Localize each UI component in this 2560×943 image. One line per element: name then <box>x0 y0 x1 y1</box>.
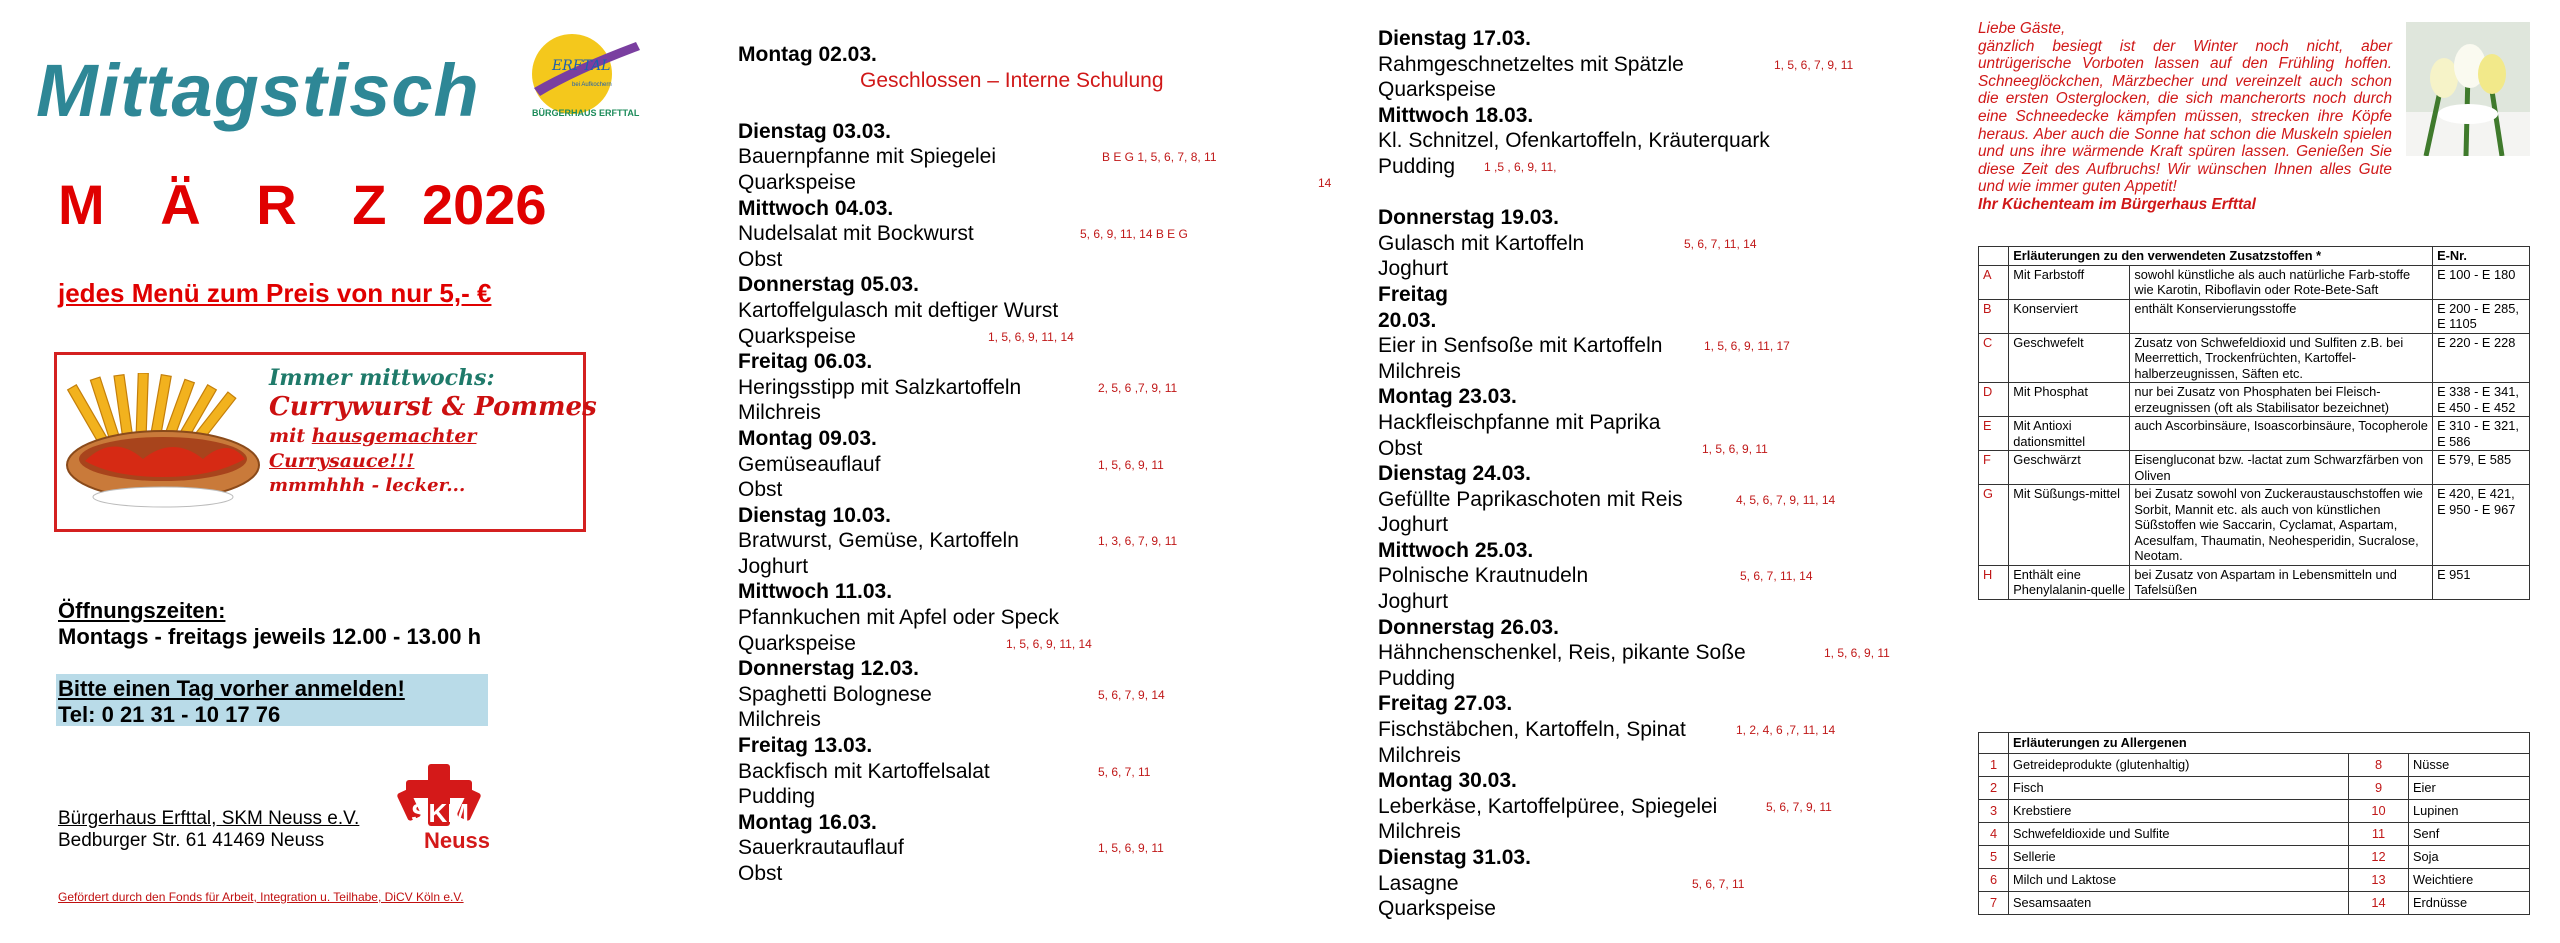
allergens-header: Erläuterungen zu Allergenen <box>2009 733 2530 754</box>
allergen-number: 8 <box>2349 754 2409 777</box>
allergen-number: 12 <box>2349 846 2409 869</box>
allergen-label: Getreideprodukte (glutenhaltig) <box>2009 754 2349 777</box>
allergen-codes: 5, 6, 7, 9, 11 <box>1766 799 1832 814</box>
logo-bottom-text: BÜRGERHAUS ERFTTAL <box>532 108 640 118</box>
additive-letter: G <box>1979 485 2009 566</box>
menu-dish <box>738 400 1338 426</box>
menu-dish-label: Pfannkuchen mit Apfel oder Speck <box>738 606 1060 630</box>
allergen-label: Senf <box>2409 823 2530 846</box>
additive-letter: A <box>1979 265 2009 299</box>
allergen-codes: 1, 2, 4, 6 ,7, 11, 14 <box>1736 723 1836 738</box>
menu-dish <box>738 375 1338 401</box>
menu-dish-label: Quarkspeise <box>738 631 856 655</box>
allergen-label: Sesamsaaten <box>2009 892 2349 915</box>
additive-name: Konserviert <box>2009 299 2130 333</box>
menu-dish <box>1378 77 1908 103</box>
additive-enr: E 200 - E 285, E 1105 <box>2433 299 2530 333</box>
additive-row <box>1979 265 2530 299</box>
registration-note: Bitte einen Tag vorher anmelden! <box>58 676 405 701</box>
menu-dish <box>1378 743 1908 769</box>
menu-dish <box>1378 563 1908 589</box>
menu-dish-label: Obst <box>738 478 783 502</box>
allergen-label: Lupinen <box>2409 800 2530 823</box>
menu-day <box>1378 205 1908 231</box>
menu-dish <box>1378 128 1908 154</box>
allergen-codes: 1, 5, 6, 7, 9, 11 <box>1774 57 1854 72</box>
additive-row <box>1979 333 2530 383</box>
menu-dish <box>1378 512 1908 538</box>
allergen-codes: 1, 5, 6, 9, 11 <box>1098 841 1164 856</box>
menu-dish-label: Milchreis <box>738 401 821 425</box>
menu-dish <box>738 759 1338 785</box>
additive-row <box>1979 485 2530 566</box>
menu-dish <box>738 554 1338 580</box>
menu-day-label: Donnerstag 12.03. <box>738 657 919 681</box>
skm-logo-text: SKM <box>411 798 469 828</box>
additive-name: Mit Süßungs-mittel <box>2009 485 2130 566</box>
menu-day-label: Donnerstag 26.03. <box>1378 615 1559 639</box>
menu-dish-label: Fischstäbchen, Kartoffeln, Spinat <box>1378 718 1686 742</box>
additives-header: Erläuterungen zu den verwendeten Zusatzstoffen * <box>2009 247 2433 266</box>
allergen-number: 7 <box>1979 892 2009 915</box>
additive-enr: E 951 <box>2433 565 2530 599</box>
menu-dish-label: Kartoffelgulasch mit deftiger Wurst <box>738 298 1059 322</box>
month-name: M Ä R Z <box>58 173 407 236</box>
allergen-codes: 4, 5, 6, 7, 9, 11, 14 <box>1736 492 1836 507</box>
price-note: jedes Menü zum Preis von nur 5,- € <box>58 278 492 308</box>
greeting-salutation: Liebe Gäste, <box>1978 20 2066 37</box>
menu-dish <box>1378 359 1908 385</box>
menu-day <box>738 810 1338 836</box>
additive-enr: E 100 - E 180 <box>2433 265 2530 299</box>
promo-tagline: mmmhhh - lecker... <box>269 475 466 496</box>
allergen-number: 14 <box>2349 892 2409 915</box>
additive-name: Mit Antioxi dationsmittel <box>2009 417 2130 451</box>
menu-dish-label: Lasagne <box>1378 871 1459 895</box>
additive-enr: E 579, E 585 <box>2433 451 2530 485</box>
menu-dish-label: Nudelsalat mit Bockwurst <box>738 222 974 246</box>
allergen-label: Sellerie <box>2009 846 2349 869</box>
menu-day <box>1378 691 1908 717</box>
menu-day <box>738 503 1338 529</box>
menu-day-label: Dienstag 24.03. <box>1378 462 1531 486</box>
menu-day <box>1378 308 1908 334</box>
menu-dish-label: Quarkspeise <box>738 170 856 194</box>
allergen-row <box>1979 846 2530 869</box>
menu-closed-note <box>738 68 1338 94</box>
menu-dish <box>1378 640 1908 666</box>
additives-header-row <box>1979 247 2530 266</box>
menu-dish <box>738 452 1338 478</box>
opening-hours-heading: Öffnungszeiten: <box>58 598 226 623</box>
menu-day <box>1378 461 1908 487</box>
menu-day <box>1378 845 1908 871</box>
allergen-number: 4 <box>1979 823 2009 846</box>
menu-dish-label: Milchreis <box>1378 743 1461 767</box>
menu-dish-label: Hackfleischpfanne mit Paprika <box>1378 410 1661 434</box>
menu-day-label: Montag 02.03. <box>738 43 877 66</box>
menu-dish-label: Heringsstipp mit Salzkartoffeln <box>738 375 1022 399</box>
menu-dish <box>1378 871 1908 897</box>
allergen-codes: B E G 1, 5, 6, 7, 8, 11 <box>1102 150 1217 165</box>
buergerhaus-logo <box>512 30 642 120</box>
menu-day-label: Donnerstag 19.03. <box>1378 206 1559 230</box>
menu-column-1 <box>738 42 1338 887</box>
menu-day-label: Freitag 06.03. <box>738 350 873 374</box>
allergen-label: Weichtiere <box>2409 869 2530 892</box>
menu-day-label: Dienstag 31.03. <box>1378 846 1531 869</box>
allergen-codes: 14 <box>1318 175 1332 190</box>
menu-dish-label: Backfisch mit Kartoffelsalat <box>738 759 990 783</box>
greeting-text <box>1978 20 2392 214</box>
promo-detail <box>269 425 476 447</box>
menu-dish-label: Polnische Krautnudeln <box>1378 564 1589 588</box>
allergen-number: 6 <box>1979 869 2009 892</box>
allergen-codes: 1, 5, 6, 9, 11, 14 <box>1006 636 1092 651</box>
additive-row <box>1979 417 2530 451</box>
menu-dish-label: Joghurt <box>738 554 809 578</box>
allergen-codes: 5, 6, 7, 9, 14 <box>1098 687 1165 702</box>
allergen-label: Nüsse <box>2409 754 2530 777</box>
menu-day <box>738 349 1338 375</box>
menu-dish-label: Bratwurst, Gemüse, Kartoffeln <box>738 529 1019 553</box>
menu-dish <box>738 707 1338 733</box>
allergen-label: Krebstiere <box>2009 800 2349 823</box>
menu-dish-label: Quarkspeise <box>1378 78 1496 102</box>
menu-dish <box>1378 819 1908 845</box>
promo-detail-underlined: hausgemachter <box>311 425 477 447</box>
allergen-label: Schwefeldioxide und Sulfite <box>2009 823 2349 846</box>
menu-dish <box>738 477 1338 503</box>
menu-day <box>738 196 1338 222</box>
phone-number: Tel: 0 21 31 - 10 17 76 <box>58 702 281 727</box>
opening-hours: Montags - freitags jeweils 12.00 - 13.00 h <box>58 624 482 649</box>
menu-dish <box>738 605 1338 631</box>
menu-dish <box>738 247 1338 273</box>
allergen-number: 11 <box>2349 823 2409 846</box>
menu-day <box>738 426 1338 452</box>
additive-enr: E 220 - E 228 <box>2433 333 2530 383</box>
menu-day <box>1378 26 1908 52</box>
menu-day <box>1378 615 1908 641</box>
menu-dish-label: Quarkspeise <box>1378 897 1496 921</box>
funding-note: Gefördert durch den Fonds für Arbeit, Integration u. Teilhabe, DiCV Köln e.V. <box>58 890 464 904</box>
menu-dish <box>738 528 1338 554</box>
menu-dish-label: Obst <box>738 247 783 271</box>
allergen-codes: 1, 5, 6, 9, 11 <box>1824 646 1890 661</box>
menu-dish-label: Joghurt <box>1378 513 1449 537</box>
snowdrop-photo <box>2406 22 2530 156</box>
additive-name: Enthält eine Phenylalanin-quelle <box>2009 565 2130 599</box>
menu-dish-label: Geschlossen – Interne Schulung <box>860 68 1164 92</box>
menu-dish <box>1378 589 1908 615</box>
menu-dish <box>738 784 1338 810</box>
allergen-row <box>1979 754 2530 777</box>
menu-dish-label: Pudding <box>1378 154 1456 178</box>
menu-dish <box>738 682 1338 708</box>
allergen-codes: 1, 3, 6, 7, 9, 11 <box>1098 534 1178 549</box>
menu-dish-label: Obst <box>1378 436 1423 460</box>
allergen-row <box>1979 869 2530 892</box>
allergen-codes: 5, 6, 7, 11 <box>1692 876 1745 891</box>
menu-day-label: Montag 16.03. <box>738 810 877 834</box>
allergen-label: Eier <box>2409 777 2530 800</box>
menu-day-label: Freitag 13.03. <box>738 734 873 758</box>
promo-dish: Currywurst & Pommes <box>269 392 597 422</box>
menu-dish <box>1378 256 1908 282</box>
menu-dish-label: Sauerkrautauflauf <box>738 836 904 860</box>
menu-dish-label: Spaghetti Bolognese <box>738 682 932 706</box>
menu-day <box>738 272 1338 298</box>
allergen-label: Fisch <box>2009 777 2349 800</box>
address-line-2: Bedburger Str. 61 41469 Neuss <box>58 830 325 851</box>
allergen-label: Soja <box>2409 846 2530 869</box>
additive-desc: enthält Konservierungsstoffe <box>2130 299 2433 333</box>
allergen-codes: 1 ,5 , 6, 9, 11, <box>1484 159 1557 174</box>
promo-weekday: Immer mittwochs: <box>269 365 495 391</box>
menu-day <box>738 733 1338 759</box>
menu-dish <box>1378 410 1908 436</box>
menu-dish <box>738 835 1338 861</box>
menu-dish-label: Bauernpfanne mit Spiegelei <box>738 145 997 169</box>
menu-dish <box>1378 666 1908 692</box>
menu-day <box>1378 282 1908 308</box>
additive-letter: C <box>1979 333 2009 383</box>
menu-day <box>738 656 1338 682</box>
additive-desc: auch Ascorbinsäure, Isoascorbinsäure, Tocopherole <box>2130 417 2433 451</box>
menu-day-label: Mittwoch 04.03. <box>738 196 894 220</box>
menu-spacer <box>1378 180 1908 206</box>
additive-row <box>1979 383 2530 417</box>
menu-dish-label: Joghurt <box>1378 590 1449 614</box>
allergen-number: 5 <box>1979 846 2009 869</box>
additive-enr: E 310 - E 321, E 586 <box>2433 417 2530 451</box>
menu-dish-label: Obst <box>738 862 783 885</box>
allergen-label: Erdnüsse <box>2409 892 2530 915</box>
additive-row <box>1979 565 2530 599</box>
menu-dish-label: Milchreis <box>1378 359 1461 383</box>
additive-desc: sowohl künstliche als auch natürliche Farb-stoffe wie Karotin, Riboflavin oder Rote-Bete-Saft <box>2130 265 2433 299</box>
menu-day-label: Dienstag 10.03. <box>738 503 891 527</box>
additive-desc: Zusatz von Schwefeldioxid und Sulfiten z.B. bei Meerrettich, Trockenfrüchten, Kartoffel-halberzeugnissen, Säften etc. <box>2130 333 2433 383</box>
allergen-codes: 1, 5, 6, 9, 11 <box>1702 441 1768 456</box>
additive-letter: F <box>1979 451 2009 485</box>
additive-name: Geschwefelt <box>2009 333 2130 383</box>
menu-dish-label: Joghurt <box>1378 257 1449 281</box>
menu-day-label: Montag 30.03. <box>1378 769 1517 793</box>
allergen-codes: 5, 6, 7, 11, 14 <box>1740 569 1813 584</box>
allergen-codes: 1, 5, 6, 9, 11, 14 <box>988 329 1074 344</box>
additive-desc: bei Zusatz sowohl von Zuckeraustauschstoffen wie Sorbit, Mannit etc. als auch von künstlichen Süßstoffen wie Saccarin, Cyclamat, Aspartam, Acesulfam, Thaumatin, Neohesperidin, Sucralose, Neotam. <box>2130 485 2433 566</box>
menu-day-label: Freitag 27.03. <box>1378 692 1513 716</box>
menu-dish <box>738 221 1338 247</box>
menu-dish-label: Quarkspeise <box>738 324 856 348</box>
menu-dish <box>738 631 1338 657</box>
menu-day-label: Montag 23.03. <box>1378 385 1517 409</box>
additive-desc: Eisengluconat bzw. -lactat zum Schwarzfärben von Oliven <box>2130 451 2433 485</box>
allergen-number: 10 <box>2349 800 2409 823</box>
allergens-table <box>1978 732 2530 915</box>
year: 2026 <box>421 173 547 236</box>
menu-dish-label: Gemüseauflauf <box>738 452 881 476</box>
menu-dish-label: Pudding <box>738 785 816 809</box>
menu-dish-label: Gulasch mit Kartoffeln <box>1378 231 1585 255</box>
allergen-number: 9 <box>2349 777 2409 800</box>
additive-letter: E <box>1979 417 2009 451</box>
currywurst-fries-icon <box>63 373 269 513</box>
menu-day-label: Mittwoch 18.03. <box>1378 103 1534 127</box>
menu-dish <box>1378 436 1908 462</box>
additive-name: Mit Phosphat <box>2009 383 2130 417</box>
allergens-header-row <box>1979 733 2530 754</box>
additives-header-enr: E-Nr. <box>2433 247 2530 266</box>
allergen-codes: 2, 5, 6 ,7, 9, 11 <box>1098 380 1178 395</box>
menu-dish <box>738 170 1338 196</box>
menu-dish <box>1378 794 1908 820</box>
allergen-number: 13 <box>2349 869 2409 892</box>
allergen-number: 3 <box>1979 800 2009 823</box>
menu-day-label: Dienstag 17.03. <box>1378 27 1531 50</box>
menu-day-label: Dienstag 03.03. <box>738 119 891 143</box>
menu-dish-label: Milchreis <box>738 708 821 732</box>
additive-desc: bei Zusatz von Aspartam in Lebensmitteln und Tafelsüßen <box>2130 565 2433 599</box>
allergen-row <box>1979 823 2530 846</box>
menu-day <box>1378 768 1908 794</box>
menu-day-label: Mittwoch 11.03. <box>738 580 893 604</box>
menu-dish <box>1378 333 1908 359</box>
menu-dish <box>738 144 1338 170</box>
skm-name: Neuss <box>423 828 490 853</box>
menu-day-label: Donnerstag 05.03. <box>738 273 919 297</box>
additive-row <box>1979 299 2530 333</box>
logo-top-text: ERFTAL <box>552 58 611 74</box>
allergen-row <box>1979 800 2530 823</box>
menu-dish-label: Milchreis <box>1378 820 1461 844</box>
menu-day-label: Montag 09.03. <box>738 426 877 450</box>
additive-letter: H <box>1979 565 2009 599</box>
menu-dish <box>1378 896 1908 922</box>
menu-dish-label: Rahmgeschnetzeltes mit Spätzle <box>1378 52 1684 76</box>
menu-dish-label: Hähnchenschenkel, Reis, pikante Soße <box>1378 641 1746 665</box>
menu-dish-label: Eier in Senfsoße mit Kartoffeln <box>1378 334 1663 358</box>
allergen-row <box>1979 777 2530 800</box>
allergen-number: 1 <box>1979 754 2009 777</box>
menu-dish-label: Leberkäse, Kartoffelpüree, Spiegelei <box>1378 794 1718 818</box>
menu-day-label: Freitag <box>1378 282 1449 306</box>
menu-day <box>1378 384 1908 410</box>
greeting-body: gänzlich besiegt ist der Winter noch nicht, aber untrügerische Vorboten lassen auf den Frühling hoffen. Schneeglöckchen, Märzbecher und vereinzelt auch schon die ersten Osterglocken, die sich mancherorts noch durch eine Schneedecke kämpfen müssen, strecken ihre Köpfe heraus. Aber auch die Sonne hat schon die Muskeln spielen und uns ihre wärmende Kraft spüren lassen. Genießen Sie diese Zeit des Aufbruchs! Wir wünschen Ihnen alles Gute und wie immer guten Appetit! <box>1978 37 2392 196</box>
menu-day <box>1378 538 1908 564</box>
month-heading <box>58 172 547 237</box>
additives-table <box>1978 246 2530 600</box>
menu-dish <box>1378 154 1908 180</box>
logo-small-text: bei Aufkochern <box>572 82 612 88</box>
menu-day-label: 20.03. <box>1378 308 1437 332</box>
promo-detail-prefix: mit <box>269 425 306 447</box>
allergen-codes: 1, 5, 6, 9, 11, 17 <box>1704 339 1790 354</box>
menu-dish <box>738 298 1338 324</box>
allergen-codes: 5, 6, 7, 11 <box>1098 764 1151 779</box>
promo-sauce: Currysauce!!! <box>269 450 415 472</box>
additive-row <box>1979 451 2530 485</box>
address-line-1: Bürgerhaus Erfttal, SKM Neuss e.V. <box>58 808 360 829</box>
menu-dish-label: Gefüllte Paprikaschoten mit Reis <box>1378 487 1683 511</box>
additive-letter: B <box>1979 299 2009 333</box>
menu-dish <box>738 861 1338 887</box>
menu-spacer <box>738 93 1338 119</box>
allergen-row <box>1979 892 2530 915</box>
additive-letter: D <box>1979 383 2009 417</box>
menu-dish <box>1378 717 1908 743</box>
allergen-codes: 1, 5, 6, 9, 11 <box>1098 457 1164 472</box>
allergen-label: Milch und Laktose <box>2009 869 2349 892</box>
menu-dish <box>1378 487 1908 513</box>
additive-enr: E 420, E 421, E 950 - E 967 <box>2433 485 2530 566</box>
promo-box <box>54 352 597 532</box>
allergen-number: 2 <box>1979 777 2009 800</box>
menu-day <box>738 579 1338 605</box>
greeting-signature: Ihr Küchenteam im Bürgerhaus Erfttal <box>1978 195 2256 213</box>
allergen-codes: 5, 6, 7, 11, 14 <box>1684 236 1757 251</box>
additive-desc: nur bei Zusatz von Phosphaten bei Fleisch-erzeugnissen (oft als Stabilisator bezeichnet) <box>2130 383 2433 417</box>
menu-column-2 <box>1378 26 1908 922</box>
menu-dish <box>1378 231 1908 257</box>
additive-enr: E 338 - E 341, E 450 - E 452 <box>2433 383 2530 417</box>
menu-day <box>738 119 1338 145</box>
menu-day <box>1378 103 1908 129</box>
additive-name: Geschwärzt <box>2009 451 2130 485</box>
menu-dish-label: Pudding <box>1378 666 1456 690</box>
page-title: Mittagstisch <box>36 49 480 132</box>
menu-dish <box>1378 52 1908 78</box>
allergen-codes: 5, 6, 9, 11, 14 B E G <box>1080 227 1188 242</box>
menu-dish <box>738 324 1338 350</box>
menu-day <box>738 42 1338 68</box>
menu-dish-label: Kl. Schnitzel, Ofenkartoffeln, Kräuterquark <box>1378 129 1770 153</box>
additive-name: Mit Farbstoff <box>2009 265 2130 299</box>
menu-day-label: Mittwoch 25.03. <box>1378 538 1534 562</box>
